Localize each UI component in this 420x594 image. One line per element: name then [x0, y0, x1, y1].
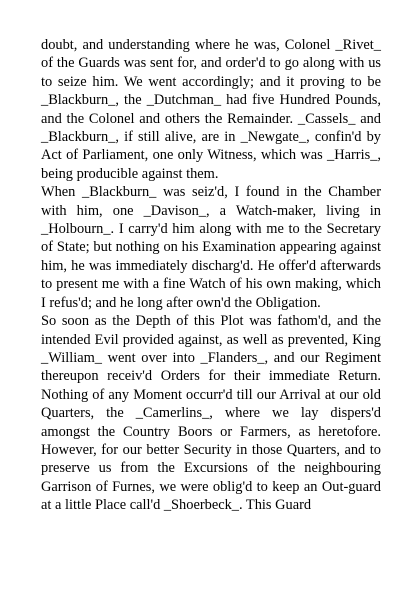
paragraph-davison-watchmaker: When _Blackburn_ was seiz'd, I found in the Chamber with him, one _Davison_, a Watch-maker, living in _Holbourn_. I carry'd him along with me to the Secretary of State; but nothing on his Examination appearing against him, he was immediately discharg'd. He offer'd afterwards to present me with a fine Watch of his own making, which I refus'd; and he long after own'd the Obligation.: [41, 184, 381, 311]
paragraph-return-to-flanders: So soon as the Depth of this Plot was fathom'd, and the intended Evil provided against, as well as prevented, King _William_ went over into _Flanders_, and our Regiment thereupon receiv'd Orders for their immediate Return. Nothing of any Moment occurr'd till our Arrival at our old Quarters, the _Camerlins_, where we lay dispers'd amongst the Country Boors or Farmers, as heretofore. However, for our better Security in those Quarters, and to preserve us from the Excursions of the neighbouring Garrison of Furnes, we were oblig'd to keep an Out-guard at a little Place call'd _Shoerbeck_. This Guard: [41, 313, 381, 514]
paragraph-arrest-blackburn: doubt, and understanding where he was, Colonel _Rivet_ of the Guards was sent for, and order'd to go along with us to seize him. We went accordingly; and it proving to be _Blackburn_, the _Dutchman_ had five Hundred Pounds, and the Colonel and others the Remainder. _Cassels_ and _Blackburn_, if still alive, are in _Newgate_, confin'd by Act of Parliament, one only Witness, which was _Harris_, being producible against them.: [41, 37, 381, 182]
document-page: [41, 36, 381, 515]
